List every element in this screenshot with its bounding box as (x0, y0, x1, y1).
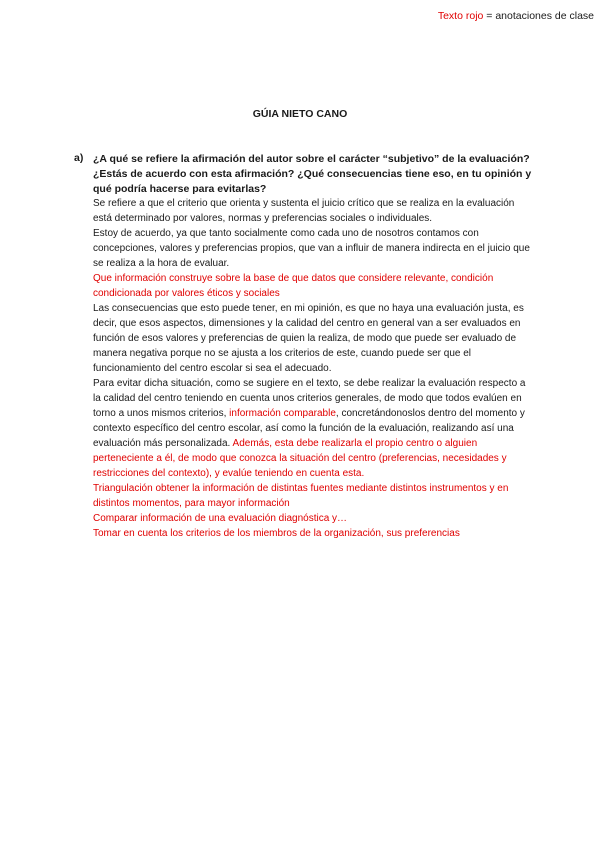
inline-note-centro: Además, esta debe realizarla el propio centro o alguien perteneciente a él, de modo que conozca la situación del centro (preferencias, necesidades y restricciones del contexto), y evalúe teniendo en cuenta esta. (93, 438, 507, 479)
legend-red-label: Texto rojo (437, 10, 484, 22)
class-note-2: Triangulación obtener la información de distintas fuentes mediante distintos instrumentos y en distintos momentos, para mayor información (93, 483, 509, 509)
question-block (74, 152, 534, 197)
class-note-4: Tomar en cuenta los criterios de los miembros de la organización, sus preferencias (93, 528, 460, 539)
question-text: ¿A qué se refiere la afirmación del autor sobre el carácter “subjetivo” de la evaluación? ¿Estás de acuerdo con esta afirmación? ¿Qué consecuencias tiene eso, en tu opinión y qué podría hacerse para evitarlas? (93, 153, 532, 195)
answer-paragraph-3: Las consecuencias que esto puede tener, en mi opinión, es que no haya una evaluación justa, es decir, que esos aspectos, dimensiones y la calidad del centro en general van a ser evaluados en función de esos valores y preferencias de quien la realiza, de modo que puede ser evaluado de manera negativa porque no se ajusta a los criterios de este, cuando puede ser que el funcionamiento del centro escolar si sea el adecuado. (93, 303, 524, 374)
answer-block (93, 196, 534, 541)
legend (438, 10, 594, 22)
class-note-3: Comparar información de una evaluación diagnóstica y… (93, 513, 348, 524)
answer-paragraph-4 (93, 376, 534, 481)
answer-paragraph-1: Se refiere a que el criterio que orienta y sustenta el juicio crítico que se realiza en la evaluación está determinado por valores, normas y preferencias sociales o individuales. (93, 198, 515, 224)
question-label: a) (74, 152, 84, 164)
answer-paragraph-4-text-a: Para evitar dicha situación, como se sugiere en el texto, se debe realizar la evaluación respecto a la calidad del centro teniendo en cuenta unos criterios generales, de modo que todos evalúen en torno a unos mismos criterios, (93, 378, 526, 419)
legend-text: = anotaciones de clase (483, 10, 594, 22)
answer-paragraph-2: Estoy de acuerdo, ya que tanto socialmente como cada uno de nosotros contamos con concepciones, valores y preferencias propios, que van a influir de manera indirecta en el juicio que se realiza a la hora de evaluar. (93, 228, 530, 269)
page-title: GÚIA NIETO CANO (252, 108, 348, 120)
inline-note-comparable: información comparable (229, 408, 336, 419)
class-note-1: Que información construye sobre la base de que datos que considere relevante, condición condicionada por valores éticos y sociales (93, 273, 494, 299)
answer-paragraph-4-text-b: , concretándonoslos dentro del momento y contexto específico del centro escolar, así como la función de la evaluación, realizando así una evaluación más personalizada. (93, 408, 525, 449)
